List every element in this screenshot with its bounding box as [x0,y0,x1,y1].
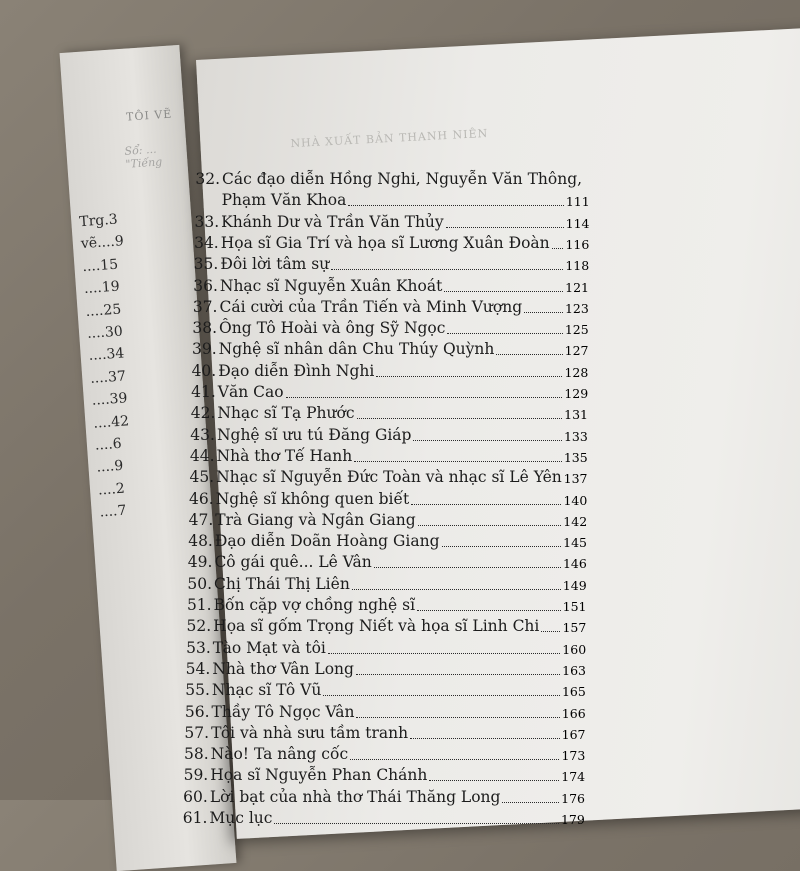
toc-page-number: 131 [564,407,588,423]
toc-entry [0,724,800,746]
toc-entry [0,213,800,235]
toc-entry-number: 58. [184,745,209,764]
toc-entry-title: Ông Tô Hoài và ông Sỹ Ngọc [219,319,446,338]
toc-page-number: 129 [564,386,589,401]
toc-entry [0,703,800,725]
toc-page-number: 149 [562,577,587,593]
toc-entry-title: Trà Giang và Ngân Giang [215,510,416,529]
toc-entry-number: 33. [194,212,220,231]
left-page-item: ....9 [96,458,124,476]
toc-entry-title: Chị Thái Thị Liên [214,574,350,593]
toc-entry-number: 37. [192,297,218,316]
toc-entry-title: Đạo diễn Đình Nghi [218,361,375,380]
toc-entry-number: 48. [188,532,213,551]
toc-entry-title: Nhà thơ Tế Hanh [216,446,353,465]
left-page-item: ....37 [89,368,127,387]
toc-entry [0,362,800,384]
toc-entry-title: Khánh Dư và Trần Văn Thủy [221,212,444,231]
toc-entry [0,681,800,703]
toc-entry-number: 41. [191,383,216,401]
left-page-item: ....7 [99,502,127,521]
toc-entry-title: Phạm Văn Khoa [221,191,347,210]
toc-entry [0,511,800,533]
toc-entry-title: Nhạc sĩ Nguyễn Xuân Khoát [219,276,443,295]
toc-page-number: 166 [561,705,586,721]
toc-entry-number: 39. [191,340,217,359]
toc-entry [0,660,800,682]
toc-entry [0,490,800,512]
toc-page-number: 165 [561,684,586,700]
toc-entry-number: 49. [187,553,213,572]
toc-entry-number: 56. [184,702,210,721]
toc-entry-title: Nhà thơ Vân Long [212,659,354,678]
toc-entry-number: 36. [193,276,218,295]
left-page-item: ....42 [92,412,130,432]
toc-entry [0,788,800,810]
toc-entry-title: Nghệ sĩ ưu tú Đăng Giáp [216,425,412,444]
toc-entry-title: Văn Cao [217,383,284,401]
toc-page-number: 121 [565,279,590,295]
toc-entry-title: Mục lục [209,809,273,827]
toc-entry [0,191,800,213]
toc-entry-title: Họa sĩ Gia Trí và họa sĩ Lương Xuân Đoàn [220,233,550,252]
toc-page-number: 173 [561,748,586,764]
toc-entry [0,617,800,639]
toc-entry [0,298,800,320]
toc-page-number: 174 [561,769,586,785]
toc-page-number: 140 [563,492,588,508]
left-ghost-line: "Tiếng [125,155,163,171]
toc-entry-title: Họa sĩ gốm Trọng Niết và họa sĩ Linh Chi [213,617,540,636]
left-page-item: ....2 [97,480,126,499]
toc-entry-number: 60. [183,787,208,806]
toc-page-number: 157 [562,620,587,636]
toc-entry [0,468,800,490]
ghost-publisher-header: NHÀ XUẤT BẢN THANH NIÊN [290,126,489,151]
left-page-item: vẽ....9 [80,233,125,253]
toc-entry [0,319,800,341]
toc-page-number: 176 [561,790,585,806]
toc-entry-title: Nhạc sĩ Tạ Phước [217,404,355,423]
toc-page-number: 163 [562,662,586,678]
left-page-item: ....30 [86,323,124,342]
toc-entry-number: 54. [185,659,211,678]
left-page-item: Trg.3 [78,211,119,231]
left-page-item: ....25 [85,301,122,320]
toc-entry-number: 35. [193,255,219,274]
toc-entry-title: Bốn cặp vợ chồng nghệ sĩ [213,596,416,614]
toc-entry [0,255,800,277]
left-page-item: ....6 [94,435,123,454]
toc-entry [0,426,800,448]
toc-page-number: 114 [565,215,590,231]
toc-entry-title: Tôi và nhà sưu tầm tranh [211,723,409,742]
toc-entry-number: 53. [186,638,211,657]
toc-page-number: 116 [565,236,590,252]
left-page-header: TÔI VẼ [125,107,173,124]
toc-page-number: 145 [563,535,587,551]
toc-entry [0,745,800,767]
toc-entry [0,766,800,788]
toc-entry-title: Thầy Tô Ngọc Vân [211,702,355,721]
toc-entry-title: Họa sĩ Nguyễn Phan Chánh [210,766,428,785]
toc-page-number: 142 [563,513,588,529]
toc-page-number: 127 [564,343,589,359]
toc-entry-number: 43. [190,425,215,444]
toc-entry-title: Nhạc sĩ Nguyễn Đức Toàn và nhạc sĩ Lê Yên [216,468,562,487]
toc-entry-number: 34. [194,233,219,252]
left-page-ghost-text [124,140,196,171]
toc-entry-number: 55. [185,681,210,700]
toc-entry [0,575,800,597]
toc-entry-number: 46. [189,489,214,508]
toc-entry-number: 61. [182,809,208,827]
toc-entry-title: Nghệ sĩ không quen biết [215,489,410,508]
toc-page-number: 135 [563,449,588,465]
toc-page-number: 125 [564,322,589,338]
left-page-item: ....19 [83,278,121,298]
toc-page-number: 128 [564,364,589,380]
toc-entry [0,553,800,575]
toc-entry [0,639,800,661]
toc-entry-number: 59. [183,766,209,785]
toc-page-number: 167 [561,726,586,742]
toc-page-number: 111 [565,194,590,210]
toc-entry [0,447,800,469]
toc-page-number: 133 [563,428,588,444]
toc-entry [0,383,800,405]
toc-page-number: 151 [562,599,587,614]
toc-entry-number: 52. [186,617,212,636]
toc-entry-number: 50. [187,574,213,593]
toc-entry [0,340,800,362]
toc-entry [0,277,800,299]
toc-entry-title: Nghệ sĩ nhân dân Chu Thúy Quỳnh [218,340,495,359]
toc-entry-title: Đạo diễn Doãn Hoàng Giang [214,532,440,551]
toc-entry [0,234,800,256]
toc-page-number: 137 [563,471,588,487]
toc-entry [0,809,800,831]
toc-entry [0,596,800,618]
toc-entry-title: Đôi lời tâm sự [220,255,330,274]
toc-entry-number: 57. [184,723,210,742]
toc-page-number: 146 [562,556,587,572]
left-page-item: ....39 [91,390,128,409]
toc-entry-number: 45. [189,468,215,487]
toc-entry-title: Lời bạt của nhà thơ Thái Thăng Long [209,787,501,806]
toc-page-number: 118 [565,258,590,274]
toc-entry-title: Nhạc sĩ Tô Vũ [211,681,322,700]
toc-entry [0,532,800,554]
toc-entry-number: 40. [191,361,217,380]
toc-entry-number: 32. [195,170,220,188]
toc-page-number: 123 [564,300,589,316]
toc-entry-title: Cô gái quê... Lê Vân [214,553,372,572]
left-ghost-line: Sổ: ... [124,142,157,158]
toc-entry-number: 47. [188,510,214,529]
toc-entry-number: 38. [192,319,218,338]
toc-entry-title: Nào! Ta nâng cốc [210,745,349,764]
toc-page-number: 179 [560,812,585,827]
toc-entry-number: 44. [189,446,215,465]
left-page-item: ....15 [81,256,119,275]
toc-entry-number: 42. [190,404,216,423]
toc-entry [0,170,800,192]
toc-entry [0,404,800,426]
toc-entry-title: Cái cười của Trần Tiến và Minh Vượng [219,297,523,316]
toc-page-number: 160 [562,641,587,657]
toc-entry-title: Các đạo diễn Hồng Nghi, Nguyễn Văn Thông, [222,170,583,188]
toc-entry-number: 51. [186,596,212,614]
left-page-item: ....34 [88,345,125,365]
toc-entry-title: Tào Mạt và tôi [212,638,326,657]
